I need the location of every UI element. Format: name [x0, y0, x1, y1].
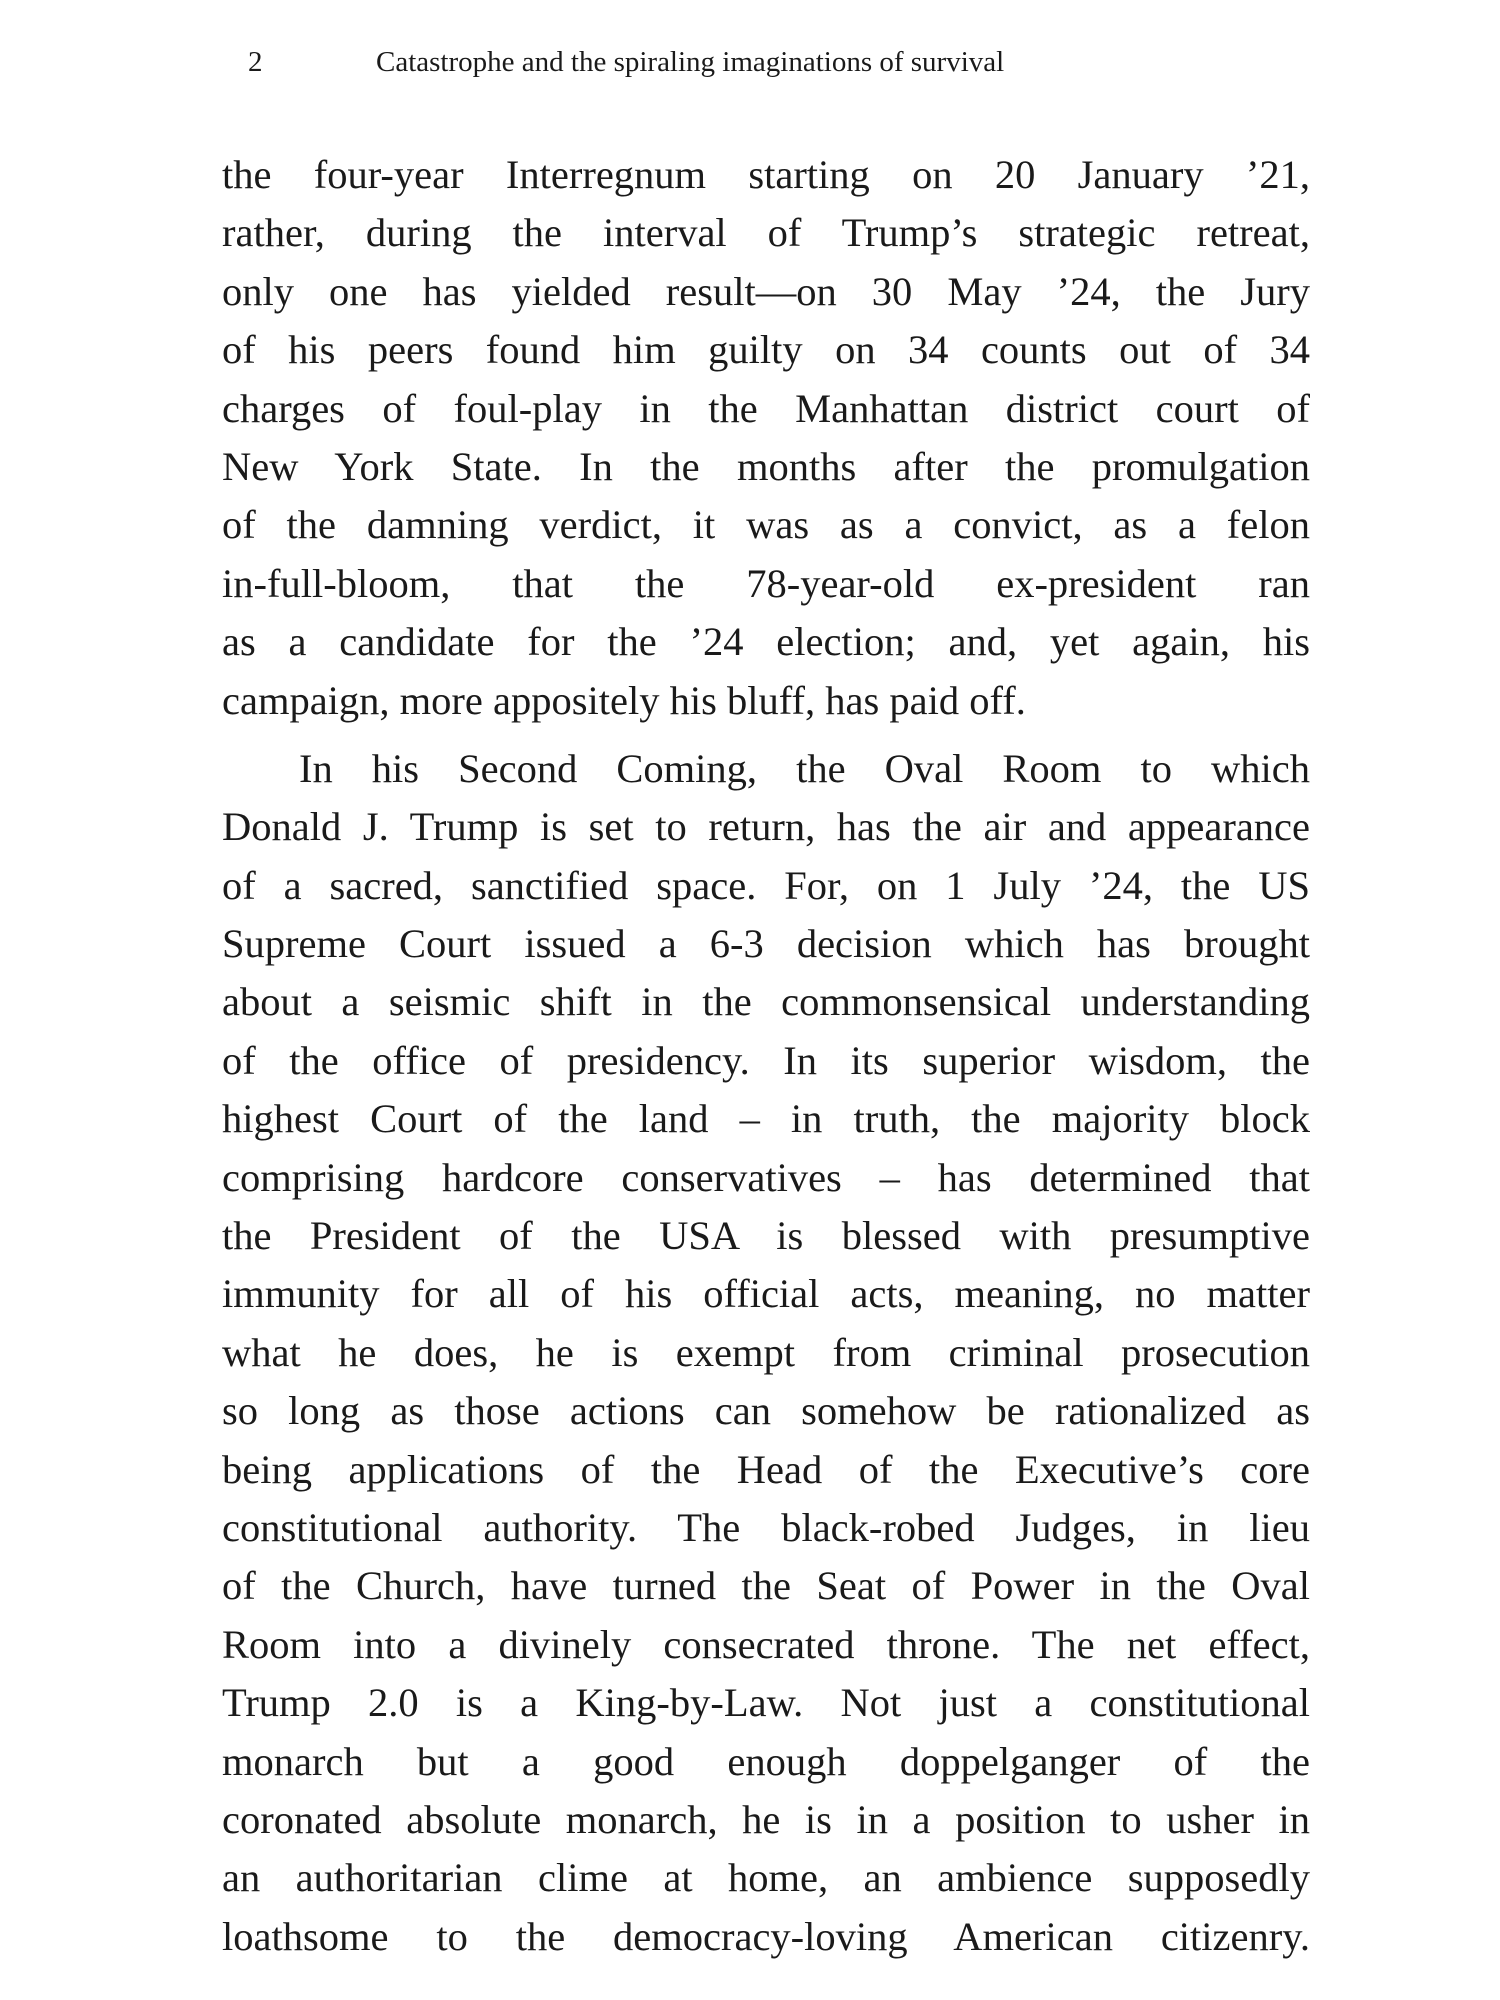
- text-line: New York State. In the months after the promulgation: [222, 443, 1310, 489]
- text-line: what he does, he is exempt from criminal prosecution: [222, 1329, 1310, 1375]
- text-line: constitutional authority. The black-robed Judges, in lieu: [222, 1504, 1310, 1550]
- text-line: of the office of presidency. In its superior wisdom, the: [222, 1037, 1310, 1083]
- running-title: Catastrophe and the spiraling imaginations of survival: [376, 46, 1005, 78]
- text-line: immunity for all of his official acts, meaning, no matter: [222, 1271, 1310, 1317]
- text-line: Donald J. Trump is set to return, has the air and appearance: [222, 804, 1310, 850]
- page-number: 2: [248, 46, 263, 78]
- paragraph-2: [222, 740, 1310, 1966]
- running-head: [248, 42, 1308, 82]
- text-line: as a candidate for the ’24 election; and, yet again, his: [222, 619, 1310, 665]
- paragraph-1: [222, 146, 1310, 730]
- text-line: charges of foul-play in the Manhattan district court of: [222, 385, 1310, 431]
- text-line: about a seismic shift in the commonsensical understanding: [222, 979, 1310, 1025]
- body-text: [222, 146, 1310, 1966]
- text-line: comprising hardcore conservatives – has determined that: [222, 1154, 1310, 1200]
- text-line: coronated absolute monarch, he is in a position to usher in: [222, 1796, 1310, 1842]
- text-line: of a sacred, sanctified space. For, on 1 July ’24, the US: [222, 862, 1310, 908]
- text-line: the President of the USA is blessed with presumptive: [222, 1213, 1310, 1259]
- text-line: the four-year Interregnum starting on 20 January ’21,: [222, 152, 1310, 197]
- text-line: of the damning verdict, it was as a convict, as a felon: [222, 502, 1310, 548]
- text-line: so long as those actions can somehow be rationalized as: [222, 1388, 1310, 1434]
- text-line: an authoritarian clime at home, an ambience supposedly: [222, 1855, 1310, 1901]
- text-line: of his peers found him guilty on 34 counts out of 34: [222, 327, 1310, 373]
- text-line: only one has yielded result—on 30 May ’24, the Jury: [222, 268, 1310, 314]
- text-line: campaign, more appositely his bluff, has paid off.: [222, 677, 1026, 723]
- text-line: rather, during the interval of Trump’s strategic retreat,: [222, 210, 1310, 256]
- text-line: in-full-bloom, that the 78-year-old ex-president ran: [222, 560, 1310, 606]
- text-line: highest Court of the land – in truth, the majority block: [222, 1096, 1310, 1142]
- text-line: being applications of the Head of the Executive’s core: [222, 1446, 1310, 1492]
- text-line: In his Second Coming, the Oval Room to which: [299, 745, 1310, 791]
- text-line: loathsome to the democracy-loving American citizenry.: [222, 1913, 1310, 1959]
- text-line: Room into a divinely consecrated throne. The net effect,: [222, 1621, 1310, 1667]
- text-line: Supreme Court issued a 6-3 decision which has brought: [222, 921, 1310, 967]
- text-line: monarch but a good enough doppelganger of the: [222, 1738, 1310, 1784]
- text-line: of the Church, have turned the Seat of Power in the Oval: [222, 1563, 1310, 1609]
- text-line: Trump 2.0 is a King-by-Law. Not just a constitutional: [222, 1680, 1310, 1726]
